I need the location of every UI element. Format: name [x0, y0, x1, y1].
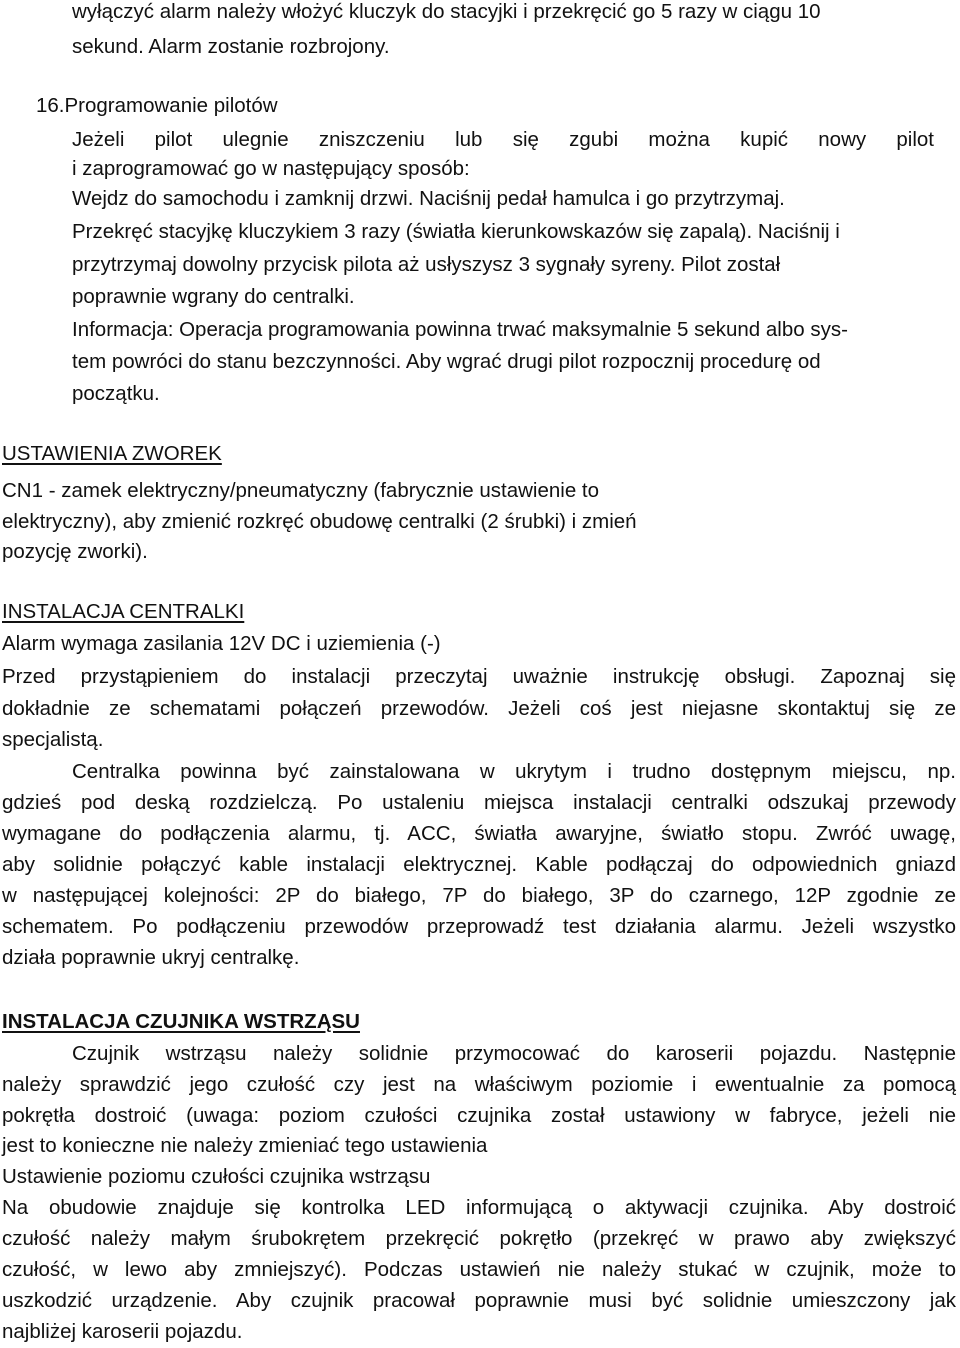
section-heading-programming: 16.Programowanie pilotów [36, 94, 278, 117]
text-line: wymagane do podłączenia alarmu, tj. ACC, światła awaryjne, światło stopu. Zwróć uwagę, [2, 822, 956, 845]
text-line: jest to konieczne nie należy zmieniać tego ustawienia [2, 1134, 488, 1157]
section-heading-jumpers: USTAWIENIA ZWOREK [2, 442, 222, 465]
text-line: początku. [72, 382, 160, 405]
text-line: Czujnik wstrząsu należy solidnie przymocować do karoserii pojazdu. Następnie [72, 1042, 956, 1065]
text-line: tem powróci do stanu bezczynności. Aby wgrać drugi pilot rozpocznij procedurę od [72, 350, 821, 373]
text-line: Wejdz do samochodu i zamknij drzwi. Naciśnij pedał hamulca i go przytrzymaj. [72, 187, 785, 210]
text-line: przytrzymaj dowolny przycisk pilota aż usłyszysz 3 sygnały syreny. Pilot został [72, 253, 781, 276]
text-line: wyłączyć alarm należy włożyć kluczyk do stacyjki i przekręcić go 5 razy w ciągu 10 [72, 0, 821, 23]
text-line: Przed przystąpieniem do instalacji przeczytaj uważnie instrukcję obsługi. Zapoznaj się [2, 665, 956, 688]
text-line: Alarm wymaga zasilania 12V DC i uziemienia (-) [2, 632, 441, 655]
text-line: CN1 - zamek elektryczny/pneumatyczny (fabrycznie ustawienie to [2, 479, 600, 502]
section-heading-installation: INSTALACJA CENTRALKI [2, 600, 245, 623]
text-line: aby solidnie połączyć kable instalacji elektrycznej. Kable podłączaj do odpowiednich gniazd [2, 853, 956, 876]
text-line: Przekręć stacyjkę kluczykiem 3 razy (światła kierunkowskazów się zapalą). Naciśnij i [72, 220, 840, 243]
text-line: Ustawienie poziomu czułości czujnika wstrząsu [2, 1165, 431, 1188]
text-line: działa poprawnie ukryj centralkę. [2, 946, 300, 969]
text-line: schematem. Po podłączeniu przewodów przeprowadź test działania alarmu. Jeżeli wszystko [2, 915, 956, 938]
text-line: Centralka powinna być zainstalowana w ukrytym i trudno dostępnym miejscu, np. [72, 760, 956, 783]
text-line: należy sprawdzić jego czułość czy jest na właściwym poziomie i ewentualnie za pomocą [2, 1073, 956, 1096]
text-line: uszkodzić urządzenie. Aby czujnik pracował poprawnie musi być solidnie umieszczony jak [2, 1289, 956, 1312]
text-line: w następującej kolejności: 2P do białego, 7P do białego, 3P do czarnego, 12P zgodnie ze [2, 884, 956, 907]
text-line: Informacja: Operacja programowania powinna trwać maksymalnie 5 sekund albo sys- [72, 318, 848, 341]
text-line: najbliżej karoserii pojazdu. [2, 1320, 243, 1343]
text-line: specjalistą. [2, 728, 104, 751]
text-line: sekund. Alarm zostanie rozbrojony. [72, 35, 390, 58]
text-line: Jeżeli pilot ulegnie zniszczeniu lub się zgubi można kupić nowy pilot [72, 128, 934, 151]
text-line: pokrętła dostroić (uwaga: poziom czułości czujnika został ustawiony w fabryce, jeżeli nie [2, 1104, 956, 1127]
text-line: i zaprogramować go w następujący sposób: [72, 157, 470, 180]
text-line: czułość należy małym śrubokrętem przekręcić pokrętło (przekręć w prawo aby zwiększyć [2, 1227, 956, 1250]
text-line: pozycję zworki). [2, 540, 148, 563]
text-line: elektryczny), aby zmienić rozkręć obudowę centralki (2 śrubki) i zmień [2, 510, 637, 533]
text-line: czułość, w lewo aby zmniejszyć). Podczas ustawień nie należy stukać w czujnik, może to [2, 1258, 956, 1281]
text-line: dokładnie ze schematami połączeń przewodów. Jeżeli coś jest niejasne skontaktuj się ze [2, 697, 956, 720]
text-line: Na obudowie znajduje się kontrolka LED informującą o aktywacji czujnika. Aby dostroić [2, 1196, 956, 1219]
section-heading-shock-sensor: INSTALACJA CZUJNIKA WSTRZĄSU [2, 1010, 360, 1033]
text-line: gdzieś pod deską rozdzielczą. Po ustaleniu miejsca instalacji centralki odszukaj przewody [2, 791, 956, 814]
text-line: poprawnie wgrany do centralki. [72, 285, 355, 308]
